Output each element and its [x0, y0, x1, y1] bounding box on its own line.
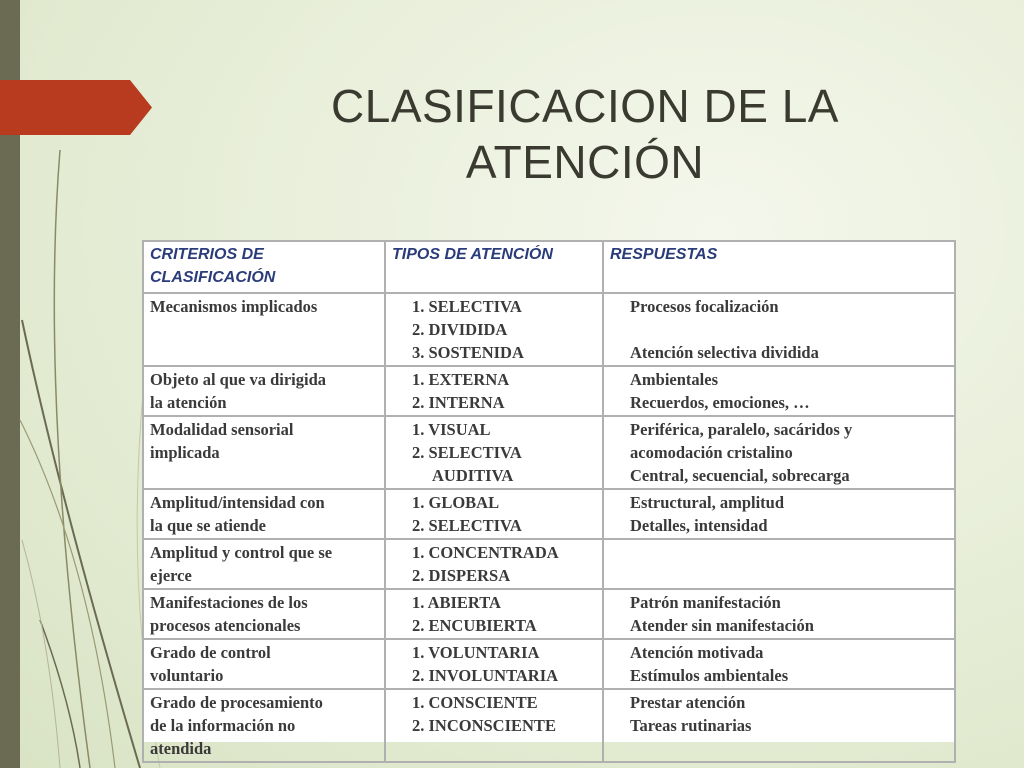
respuestas-cell [603, 366, 955, 416]
header-criterios [143, 241, 385, 293]
cell-line: 2. SELECTIVA [412, 443, 522, 462]
cell-line: Objeto al que va dirigida [150, 370, 327, 389]
criterio-cell [143, 416, 385, 489]
cell-line: 2. DIVIDIDA [412, 320, 508, 339]
respuestas-cell [603, 416, 955, 489]
title-line-2: ATENCIÓN [465, 136, 705, 188]
cell-line: 1. VOLUNTARIA [412, 643, 540, 662]
cell-line: Modalidad sensorial [150, 420, 294, 439]
header-tipos [385, 241, 603, 293]
respuestas-cell [603, 639, 955, 689]
cell-line: 1. SELECTIVA [412, 297, 522, 316]
table-row [143, 589, 955, 639]
cell-line: Periférica, paralelo, sacáridos y [630, 420, 853, 439]
cell-line: procesos atencionales [150, 616, 301, 635]
cell-line: atendida [150, 739, 212, 758]
header-line: CLASIFICACIÓN [150, 269, 276, 286]
cell-line: de la información no [150, 716, 296, 735]
cell-line: ejerce [150, 566, 192, 585]
cell-line: Recuerdos, emociones, … [630, 393, 810, 412]
table-row [143, 539, 955, 589]
tipos-cell [385, 689, 603, 762]
tipos-cell [385, 416, 603, 489]
criterio-cell [143, 366, 385, 416]
table-row [143, 689, 955, 762]
cell-line: 3. SOSTENIDA [412, 343, 524, 362]
cell-line: 2. INTERNA [412, 393, 505, 412]
table-row [143, 366, 955, 416]
cell-line: Central, secuencial, sobrecarga [630, 466, 850, 485]
cell-line: 1. GLOBAL [412, 493, 500, 512]
cell-line: Atención motivada [630, 643, 764, 662]
cell-line: Estímulos ambientales [630, 666, 789, 685]
title-line-1: CLASIFICACION DE LA [331, 80, 839, 132]
cell-line: 2. INCONSCIENTE [412, 716, 556, 735]
cell-line: 2. DISPERSA [412, 566, 511, 585]
respuestas-cell [603, 539, 955, 589]
header-line: CRITERIOS DE [150, 246, 264, 263]
criterio-cell [143, 639, 385, 689]
criterio-cell [143, 489, 385, 539]
cell-line: Mecanismos implicados [150, 297, 318, 316]
cell-line: Manifestaciones de los [150, 593, 308, 612]
cell-line: Procesos focalización [630, 297, 779, 316]
criterio-cell [143, 689, 385, 762]
criterio-cell [143, 589, 385, 639]
classification-table-container [142, 240, 954, 758]
cell-line: implicada [150, 443, 220, 462]
cell-line: Detalles, intensidad [630, 516, 768, 535]
header-respuestas [603, 241, 955, 293]
table-header-row [143, 241, 955, 293]
cell-line: Amplitud/intensidad con [150, 493, 325, 512]
accent-arrow-shape [0, 80, 152, 135]
tipos-cell [385, 293, 603, 366]
tipos-cell [385, 639, 603, 689]
cell-line: la que se atiende [150, 516, 266, 535]
slide-title [230, 78, 940, 190]
header-line: TIPOS DE ATENCIÓN [392, 246, 553, 263]
header-line: RESPUESTAS [610, 246, 718, 263]
cell-line: acomodación cristalino [630, 443, 793, 462]
cell-line: Prestar atención [630, 693, 746, 712]
cell-line: Amplitud y control que se [150, 543, 333, 562]
cell-line: Grado de procesamiento [150, 693, 323, 712]
cell-line: 1. VISUAL [412, 420, 491, 439]
cell-line: Atender sin manifestación [630, 616, 814, 635]
respuestas-cell [603, 689, 955, 762]
cell-line: 2. INVOLUNTARIA [412, 666, 559, 685]
cell-line [630, 318, 948, 341]
respuestas-cell [603, 589, 955, 639]
cell-line: 1. CONCENTRADA [412, 543, 559, 562]
cell-line: Patrón manifestación [630, 593, 781, 612]
table-row [143, 416, 955, 489]
criterio-cell [143, 293, 385, 366]
tipos-cell [385, 589, 603, 639]
cell-line: Tareas rutinarias [630, 716, 752, 735]
cell-line: 2. ENCUBIERTA [412, 616, 537, 635]
classification-table [142, 240, 956, 763]
cell-line: AUDITIVA [432, 466, 514, 485]
cell-line: 1. CONSCIENTE [412, 693, 538, 712]
tipos-cell [385, 539, 603, 589]
cell-line: la atención [150, 393, 227, 412]
tipos-cell [385, 489, 603, 539]
cell-line: 1. EXTERNA [412, 370, 510, 389]
cell-line: Estructural, amplitud [630, 493, 785, 512]
cell-line: voluntario [150, 666, 224, 685]
cell-line: Grado de control [150, 643, 271, 662]
cell-line: Atención selectiva dividida [630, 343, 819, 362]
cell-line: Ambientales [630, 370, 718, 389]
table-row [143, 293, 955, 366]
table-row [143, 489, 955, 539]
tipos-cell [385, 366, 603, 416]
cell-line: 1. ABIERTA [412, 593, 501, 612]
respuestas-cell [603, 489, 955, 539]
cell-line: 2. SELECTIVA [412, 516, 522, 535]
criterio-cell [143, 539, 385, 589]
respuestas-cell [603, 293, 955, 366]
table-row [143, 639, 955, 689]
